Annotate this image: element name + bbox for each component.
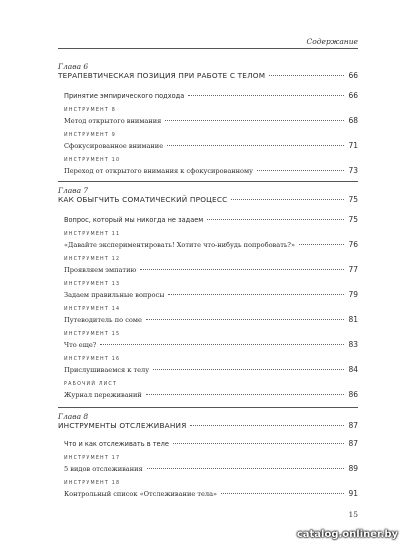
leader-dots [147,468,345,469]
entry-title: Сфокусированное внимание [64,142,164,150]
leader-dots [167,145,344,146]
entry-title: Прислушиваемся к телу [64,366,150,374]
page-ref: 66 [348,91,358,100]
chapter-8-title-line [58,421,358,430]
leader-dots [221,493,344,494]
toc-entry [64,116,358,125]
page-ref: 91 [348,489,358,498]
chapter-7-label: Глава 7 [58,186,89,195]
leader-dots [165,120,344,121]
toc-entry [64,464,358,473]
entry-title: Вопрос, который мы никогда не задаем [64,216,204,224]
worksheet-label: РАБОЧИЙ ЛИСТ [64,382,118,387]
tool-label: ИНСТРУМЕНТ 14 [64,307,121,312]
tool-label: ИНСТРУМЕНТ 12 [64,257,121,262]
page-ref: 75 [348,195,358,204]
chapter-title: ИНСТРУМЕНТЫ ОТСЛЕЖИВАНИЯ [58,421,187,430]
entry-title: Что и как отслеживать в теле [64,440,169,448]
toc-entry [64,315,358,324]
toc-entry [64,439,358,448]
leader-dots [153,369,344,370]
leader-dots [146,319,345,320]
page-ref: 66 [348,71,358,80]
tool-label: ИНСТРУМЕНТ 17 [64,456,121,461]
toc-entry [64,215,358,224]
leader-dots [190,425,344,426]
chapter-7-title-line [58,195,358,204]
entry-title: Задаем правильные вопросы [64,291,165,299]
page-ref: 75 [348,215,358,224]
entry-title: Путеводитель по соме [64,316,142,324]
chapter-title: ТЕРАПЕВТИЧЕСКАЯ ПОЗИЦИЯ ПРИ РАБОТЕ С ТЕЛОМ [58,71,266,80]
chapter-rule [58,407,358,408]
tool-label: ИНСТРУМЕНТ 9 [64,133,116,138]
toc-entry [64,489,358,498]
entry-title: «Давайте экспериментировать! Хотите что-нибудь попробовать?» [64,241,295,249]
chapter-title: КАК ОБЫГЧИТЬ СОМАТИЧЕСКИЙ ПРОЦЕСС [58,195,228,204]
page-ref: 87 [348,421,358,430]
chapter-rule [58,181,358,182]
entry-title: Журнал переживаний [64,391,142,399]
header-rule [58,48,358,49]
entry-title: Контрольный список «Отслеживание тела» [64,490,218,498]
page-ref: 68 [348,116,358,125]
tool-label: ИНСТРУМЕНТ 11 [64,232,121,237]
leader-dots [188,95,344,96]
chapter-6-title-line [58,71,358,80]
page-ref: 86 [348,390,358,399]
leader-dots [231,199,344,200]
tool-label: ИНСТРУМЕНТ 18 [64,481,121,486]
toc-entry [64,166,358,175]
leader-dots [146,394,345,395]
tool-label: ИНСТРУМЕНТ 8 [64,108,116,113]
toc-entry [64,390,358,399]
page-ref: 79 [348,290,358,299]
toc-entry [64,340,358,349]
chapter-6-label: Глава 6 [58,62,89,71]
page-number: 15 [348,510,358,519]
toc-entry [64,240,358,249]
page-ref: 71 [348,141,358,150]
chapter-8-label: Глава 8 [58,412,89,421]
page-ref: 83 [348,340,358,349]
toc-entry [64,365,358,374]
leader-dots [299,244,344,245]
toc-entry [64,91,358,100]
watermark: catalog.onliner.by [296,529,398,540]
leader-dots [140,269,344,270]
page-ref: 81 [348,315,358,324]
entry-title: Проявляем эмпатию [64,266,137,274]
page-ref: 73 [348,166,358,175]
tool-label: ИНСТРУМЕНТ 15 [64,332,121,337]
leader-dots [173,443,345,444]
page-ref: 89 [348,464,358,473]
entry-title: 5 видов отслеживания [64,465,143,473]
leader-dots [100,344,344,345]
toc-entry [64,290,358,299]
tool-label: ИНСТРУМЕНТ 10 [64,158,121,163]
tool-label: ИНСТРУМЕНТ 16 [64,357,121,362]
page-ref: 76 [348,240,358,249]
page-ref: 77 [348,265,358,274]
tool-label: ИНСТРУМЕНТ 13 [64,282,121,287]
page-ref: 84 [348,365,358,374]
entry-title: Метод открытого внимания [64,117,162,125]
toc-entry [64,141,358,150]
running-head: Содержание [306,37,358,46]
leader-dots [269,75,344,76]
entry-title: Переход от открытого внимания к сфокусированному [64,167,254,175]
entry-title: Что еще? [64,341,97,349]
leader-dots [207,219,344,220]
page-ref: 87 [348,439,358,448]
leader-dots [257,170,344,171]
leader-dots [168,294,344,295]
entry-title: Принятие эмпирического подхода [64,92,185,100]
toc-entry [64,265,358,274]
